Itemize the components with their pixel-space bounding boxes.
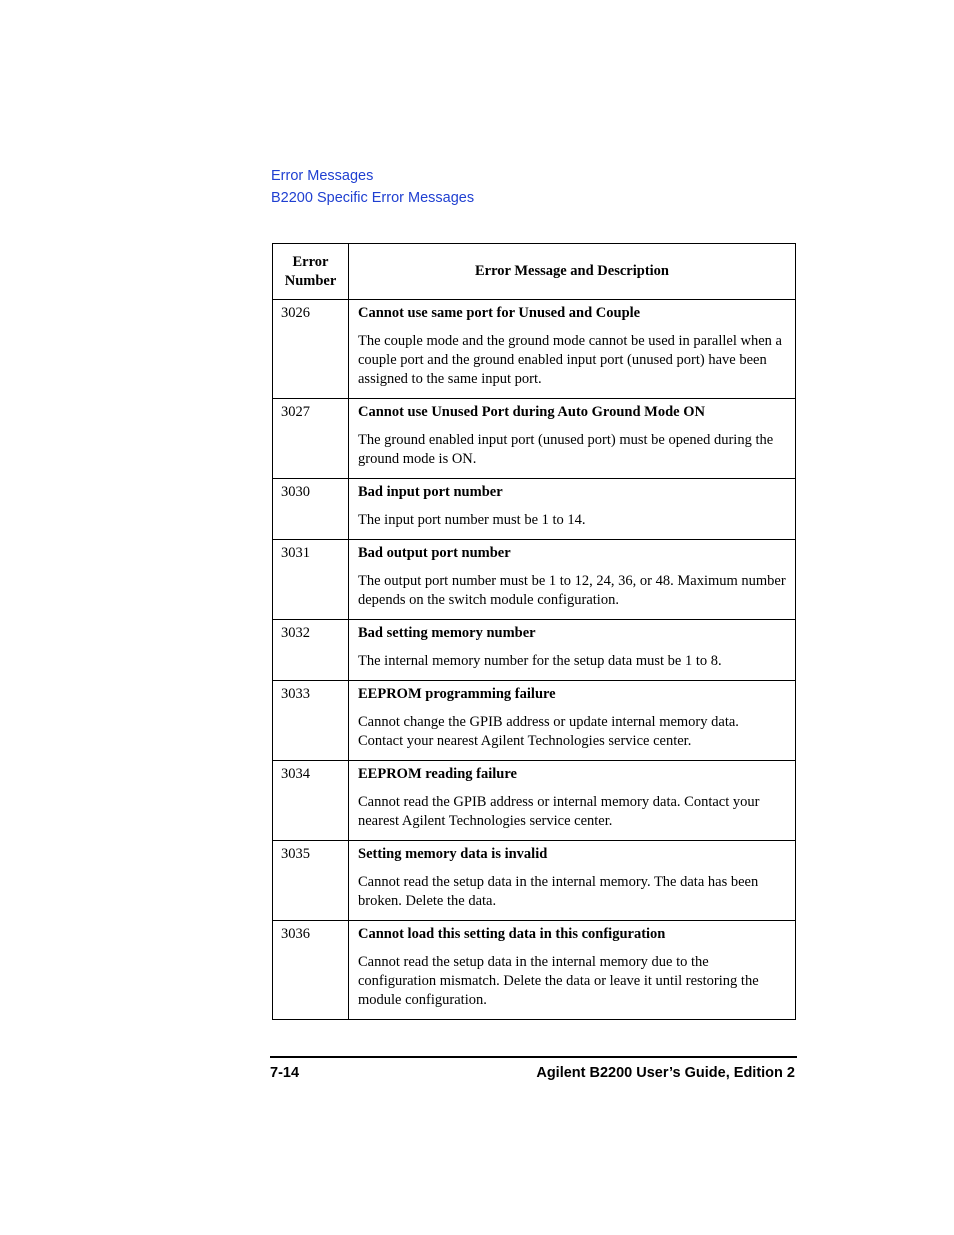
table-row [273,921,796,1020]
breadcrumb [271,165,474,209]
error-description: Cannot read the setup data in the internal memory due to the configuration mismatch. Delete the data or leave it until restoring the module configuration. [358,954,759,1008]
error-title: Setting memory data is invalid [358,846,548,862]
error-message-cell [349,300,796,399]
error-title: Bad setting memory number [358,625,536,641]
table-row [273,620,796,681]
error-table [272,243,796,1020]
error-description: Cannot change the GPIB address or update internal memory data. Contact your nearest Agilent Technologies service center. [358,714,739,749]
table-header-row [273,244,796,300]
error-message-cell [349,841,796,921]
error-number: 3033 [273,681,349,761]
header-error-number [273,244,349,300]
table-body [273,300,796,1020]
breadcrumb-link-chapter[interactable]: Error Messages [271,168,374,184]
table-row [273,841,796,921]
error-number: 3030 [273,479,349,540]
error-message-cell [349,620,796,681]
error-title: Cannot load this setting data in this configuration [358,926,666,942]
table-row [273,540,796,620]
error-message-cell [349,761,796,841]
table-row [273,681,796,761]
error-number: 3035 [273,841,349,921]
header-error-message: Error Message and Description [349,244,796,300]
error-title: Bad input port number [358,484,503,500]
error-number: 3036 [273,921,349,1020]
error-message-cell [349,479,796,540]
error-title: EEPROM reading failure [358,766,517,782]
breadcrumb-link-section[interactable]: B2200 Specific Error Messages [271,190,475,206]
error-description: The couple mode and the ground mode cannot be used in parallel when a couple port and the ground enabled input port (unused port) have been assigned to the same input port. [358,333,782,387]
error-message-cell [349,540,796,620]
error-title: Cannot use same port for Unused and Couple [358,305,641,321]
footer-divider [270,1056,797,1058]
error-title: EEPROM programming failure [358,686,556,702]
book-title: Agilent B2200 User’s Guide, Edition 2 [536,1065,795,1081]
error-message-cell [349,681,796,761]
header-error-number-label: Error Number [284,253,337,289]
error-description: Cannot read the GPIB address or internal memory data. Contact your nearest Agilent Technologies service center. [358,794,760,829]
error-number: 3026 [273,300,349,399]
error-message-cell [349,399,796,479]
error-description: Cannot read the setup data in the internal memory. The data has been broken. Delete the data. [358,874,759,909]
error-description: The input port number must be 1 to 14. [358,512,586,528]
error-description: The output port number must be 1 to 12, 24, 36, or 48. Maximum number depends on the switch module configuration. [358,573,786,608]
table-row [273,300,796,399]
error-message-cell [349,921,796,1020]
table-row [273,399,796,479]
error-description: The internal memory number for the setup data must be 1 to 8. [358,653,722,669]
error-title: Bad output port number [358,545,511,561]
error-number: 3027 [273,399,349,479]
error-title: Cannot use Unused Port during Auto Ground Mode ON [358,404,705,420]
error-description: The ground enabled input port (unused port) must be opened during the ground mode is ON. [358,432,774,467]
table-row [273,761,796,841]
page-number: 7-14 [270,1065,300,1081]
table-row [273,479,796,540]
error-number: 3031 [273,540,349,620]
error-number: 3032 [273,620,349,681]
error-number: 3034 [273,761,349,841]
